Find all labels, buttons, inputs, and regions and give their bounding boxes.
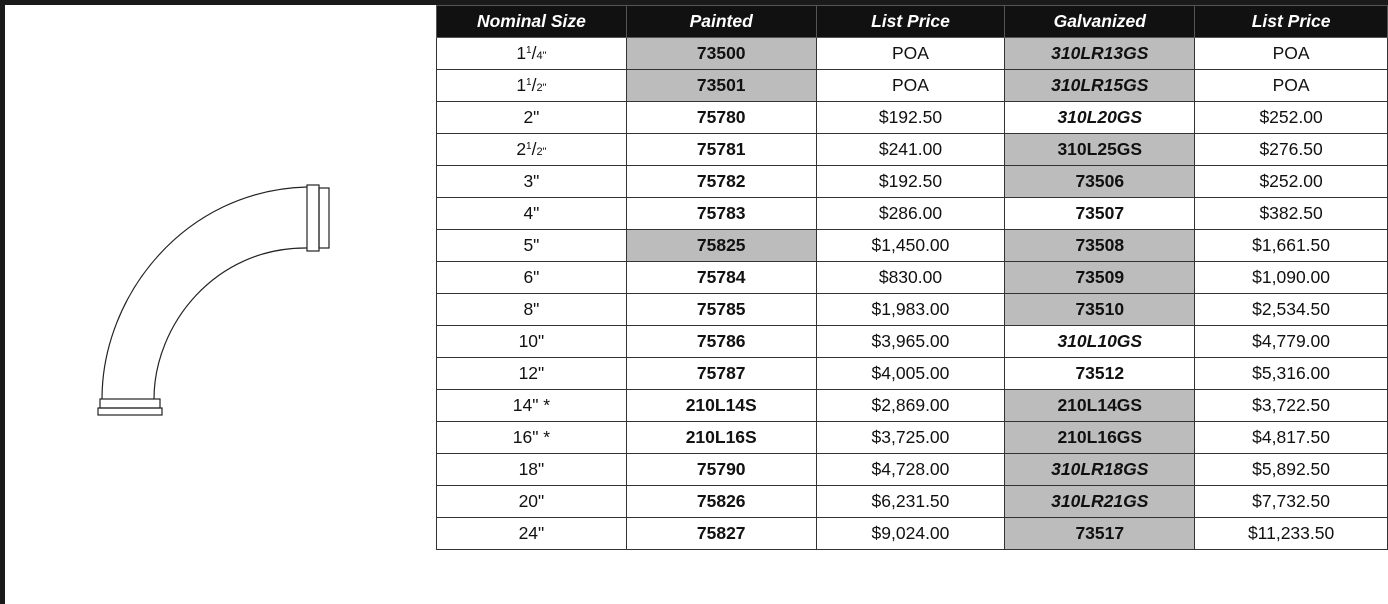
- cell-galvanized-part: 310L20GS: [1005, 102, 1195, 134]
- header-painted: Painted: [626, 6, 816, 38]
- size-whole: 5": [523, 235, 540, 255]
- size-whole: 18": [518, 459, 545, 479]
- cell-painted-price: $6,231.50: [816, 486, 1005, 518]
- cell-galvanized-part: 310LR21GS: [1005, 486, 1195, 518]
- cell-galvanized-price: $11,233.50: [1195, 518, 1388, 550]
- elbow-drawing: [5, 5, 436, 604]
- cell-painted-price: POA: [816, 38, 1005, 70]
- table-row: [437, 518, 1388, 550]
- price-table: [436, 5, 1388, 550]
- cell-painted-price: $286.00: [816, 198, 1005, 230]
- cell-nominal-size: [437, 262, 627, 294]
- cell-nominal-size: [437, 454, 627, 486]
- size-whole: 2": [523, 107, 540, 127]
- cell-galvanized-price: $4,817.50: [1195, 422, 1388, 454]
- cell-painted-price: $4,005.00: [816, 358, 1005, 390]
- header-list-price-painted: List Price: [816, 6, 1005, 38]
- size-whole: 12": [518, 363, 545, 383]
- cell-galvanized-price: $5,892.50: [1195, 454, 1388, 486]
- cell-painted-part: 75780: [626, 102, 816, 134]
- size-whole: 2: [516, 139, 527, 159]
- size-whole: 4": [523, 203, 540, 223]
- cell-galvanized-price: $4,779.00: [1195, 326, 1388, 358]
- cell-galvanized-price: $3,722.50: [1195, 390, 1388, 422]
- table-row: [437, 70, 1388, 102]
- table-row: [437, 326, 1388, 358]
- cell-galvanized-part: 73506: [1005, 166, 1195, 198]
- cell-nominal-size: [437, 166, 627, 198]
- cell-nominal-size: [437, 102, 627, 134]
- table-row: [437, 454, 1388, 486]
- cell-galvanized-price: $252.00: [1195, 166, 1388, 198]
- cell-painted-price: $3,725.00: [816, 422, 1005, 454]
- cell-painted-price: $830.00: [816, 262, 1005, 294]
- size-whole: 10": [518, 331, 545, 351]
- cell-nominal-size: [437, 390, 627, 422]
- table-row: [437, 134, 1388, 166]
- cell-painted-part: 75785: [626, 294, 816, 326]
- table-row: [437, 294, 1388, 326]
- table-row: [437, 358, 1388, 390]
- size-whole: 6": [523, 267, 540, 287]
- table-row: [437, 102, 1388, 134]
- table-row: [437, 230, 1388, 262]
- cell-painted-price: $1,983.00: [816, 294, 1005, 326]
- table-row: [437, 422, 1388, 454]
- cell-painted-part: 75825: [626, 230, 816, 262]
- cell-painted-part: 73501: [626, 70, 816, 102]
- cell-painted-price: $2,869.00: [816, 390, 1005, 422]
- cell-galvanized-price: POA: [1195, 70, 1388, 102]
- cell-galvanized-price: $2,534.50: [1195, 294, 1388, 326]
- cell-galvanized-part: 73510: [1005, 294, 1195, 326]
- cell-galvanized-price: $5,316.00: [1195, 358, 1388, 390]
- cell-nominal-size: [437, 70, 627, 102]
- table-row: [437, 390, 1388, 422]
- size-fraction-denominator: 2": [536, 146, 547, 158]
- cell-painted-part: 75826: [626, 486, 816, 518]
- size-whole: 14" *: [512, 395, 551, 415]
- cell-galvanized-price: POA: [1195, 38, 1388, 70]
- cell-galvanized-part: 73507: [1005, 198, 1195, 230]
- table-row: [437, 262, 1388, 294]
- cell-galvanized-price: $1,090.00: [1195, 262, 1388, 294]
- size-fraction-slash: /: [531, 139, 537, 159]
- cell-painted-part: 75827: [626, 518, 816, 550]
- cell-painted-part: 75786: [626, 326, 816, 358]
- table-row: [437, 198, 1388, 230]
- cell-painted-part: 210L16S: [626, 422, 816, 454]
- cell-painted-price: $192.50: [816, 102, 1005, 134]
- cell-galvanized-part: 210L16GS: [1005, 422, 1195, 454]
- size-fraction-numerator: 1: [526, 45, 532, 56]
- header-row: [437, 6, 1388, 38]
- cell-painted-price: $3,965.00: [816, 326, 1005, 358]
- header-list-price-galvanized: List Price: [1195, 6, 1388, 38]
- cell-galvanized-price: $7,732.50: [1195, 486, 1388, 518]
- cell-galvanized-price: $382.50: [1195, 198, 1388, 230]
- header-nominal-size: Nominal Size: [437, 6, 627, 38]
- size-whole: 20": [518, 491, 545, 511]
- size-whole: 16" *: [512, 427, 551, 447]
- cell-galvanized-part: 310L25GS: [1005, 134, 1195, 166]
- cell-galvanized-part: 73517: [1005, 518, 1195, 550]
- size-fraction-slash: /: [531, 75, 537, 95]
- cell-painted-price: POA: [816, 70, 1005, 102]
- cell-nominal-size: [437, 230, 627, 262]
- cell-nominal-size: [437, 422, 627, 454]
- cell-nominal-size: [437, 198, 627, 230]
- header-galvanized: Galvanized: [1005, 6, 1195, 38]
- size-fraction-denominator: 2": [536, 82, 547, 94]
- cell-painted-part: 75787: [626, 358, 816, 390]
- cell-painted-price: $241.00: [816, 134, 1005, 166]
- cell-galvanized-part: 73512: [1005, 358, 1195, 390]
- cell-nominal-size: [437, 134, 627, 166]
- table-row: [437, 486, 1388, 518]
- cell-painted-part: 75781: [626, 134, 816, 166]
- cell-nominal-size: [437, 358, 627, 390]
- size-fraction-denominator: 4": [536, 50, 547, 62]
- cell-painted-part: 75790: [626, 454, 816, 486]
- table-row: [437, 166, 1388, 198]
- cell-nominal-size: [437, 326, 627, 358]
- cell-painted-part: 73500: [626, 38, 816, 70]
- cell-painted-price: $9,024.00: [816, 518, 1005, 550]
- cell-galvanized-part: 73509: [1005, 262, 1195, 294]
- size-whole: 8": [523, 299, 540, 319]
- cell-nominal-size: [437, 38, 627, 70]
- cell-painted-price: $4,728.00: [816, 454, 1005, 486]
- cell-nominal-size: [437, 518, 627, 550]
- size-whole: 1: [516, 75, 527, 95]
- cell-galvanized-part: 310L10GS: [1005, 326, 1195, 358]
- size-whole: 1: [516, 43, 527, 63]
- elbow-fitting-illustration: [5, 5, 436, 604]
- size-fraction-slash: /: [531, 43, 537, 63]
- cell-painted-part: 210L14S: [626, 390, 816, 422]
- cell-galvanized-part: 310LR15GS: [1005, 70, 1195, 102]
- cell-painted-part: 75783: [626, 198, 816, 230]
- table-row: [437, 38, 1388, 70]
- cell-galvanized-part: 310LR18GS: [1005, 454, 1195, 486]
- size-fraction-numerator: 1: [526, 141, 532, 152]
- cell-nominal-size: [437, 294, 627, 326]
- cell-painted-part: 75784: [626, 262, 816, 294]
- cell-galvanized-price: $252.00: [1195, 102, 1388, 134]
- cell-galvanized-part: 210L14GS: [1005, 390, 1195, 422]
- cell-nominal-size: [437, 486, 627, 518]
- cell-painted-price: $1,450.00: [816, 230, 1005, 262]
- cell-galvanized-part: 73508: [1005, 230, 1195, 262]
- cell-painted-price: $192.50: [816, 166, 1005, 198]
- cell-galvanized-price: $1,661.50: [1195, 230, 1388, 262]
- cell-painted-part: 75782: [626, 166, 816, 198]
- size-fraction-numerator: 1: [526, 77, 532, 88]
- cell-galvanized-price: $276.50: [1195, 134, 1388, 166]
- size-whole: 24": [518, 523, 545, 543]
- cell-galvanized-part: 310LR13GS: [1005, 38, 1195, 70]
- size-whole: 3": [523, 171, 540, 191]
